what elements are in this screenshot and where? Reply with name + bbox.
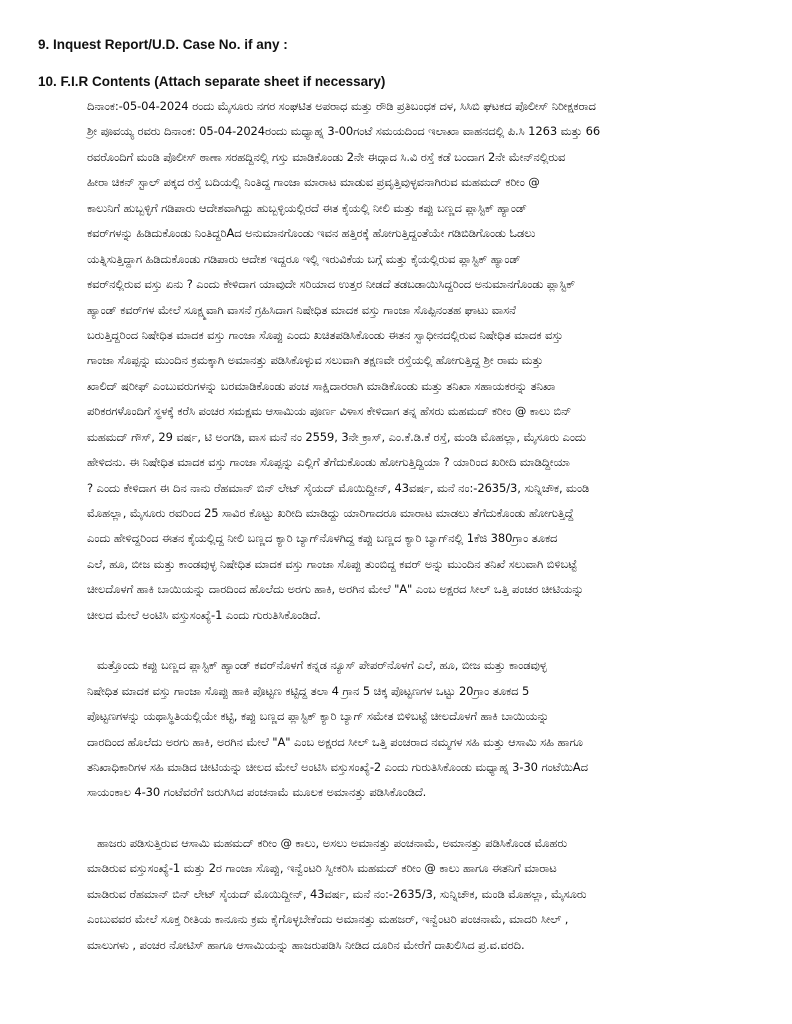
- text-line: ಹ್ಯಾಂಡ್ ಕವರ್‌ಗಳ ಮೇಲೆ ಸೂಕ್ಷ್ಮವಾಗಿ ವಾಸನೆ ಗ್ರಹಿಸಿದಾಗ ನಿಷೇಧಿತ ಮಾದಕ ವಸ್ತು ಗಾಂಜಾ ಸೊಪ್ಪಿನಂತಹ ಘಾಟು ವಾಸನೆ: [87, 302, 516, 317]
- text-line: ನಿಷೇಧಿತ ಮಾದಕ ವಸ್ತು ಗಾಂಜಾ ಸೊಪ್ಪು ಹಾಕಿ ಪೊಟ್ಟಣ ಕಟ್ಟಿದ್ದ ತಲಾ 4 ಗ್ರಾನ 5 ಚಿಕ್ಕ ಪೊಟ್ಟಣಗಳ ಒಟ್ಟು 20ಗ್ರಾಂ ತೂಕದ 5: [87, 683, 530, 698]
- text-line: ಚೀಲದ ಮೇಲೆ ಅಂಟಿಸಿ ವಸ್ತುಸಂಖ್ಯೆ-1 ಎಂದು ಗುರುತಿಸಿಕೊಂಡಿದೆ.: [87, 607, 321, 622]
- text-line: ಖಾಲಿದ್ ಷರೀಫ್ ಎಂಬುವರುಗಳನ್ನು ಬರಮಾಡಿಕೊಂಡು ಪಂಚ ಸಾಕ್ಷಿದಾರರಾಗಿ ಮಾಡಿಕೊಂಡು ಮತ್ತು ತನಿಖಾ ಸಹಾಯಕರನ್ನು ತನಿಖಾ: [87, 378, 556, 393]
- text-line: ಎಂಬುವವರ ಮೇಲೆ ಸೂಕ್ತ ರೀತಿಯ ಕಾನೂನು ಕ್ರಮ ಕೈಗೊಳ್ಳಬೇಕೆಂದು ಅಮಾನತ್ತು ಮಹಜರ್, ಇನ್ವೆಂಟರಿ ಪಂಚನಾಮೆ, ಮಾದರಿ ಸೀಲ್ ,: [87, 912, 569, 927]
- text-line: ಕವರ್‌ಗಳನ್ನು ಹಿಡಿದುಕೊಂಡು ನಿಂತಿದ್ದರಿAದ ಅನುಮಾನಗೊಂಡು ಇವನ ಹತ್ತಿರಕ್ಕೆ ಹೋಗುತ್ತಿದ್ದಂತೆಯೇ ಗಡಿಬಿಡಿಗೊಂಡು ಓಡಲು: [87, 226, 536, 241]
- text-line: ದಿನಾಂಕ:-05-04-2024 ರಂದು ಮೈಸೂರು ನಗರ ಸಂಘಟಿತ ಅಪರಾಧ ಮತ್ತು ರೌಡಿ ಪ್ರತಿಬಂಧಕ ದಳ, ಸಿಸಿಬಿ ಘಟಕದ ಪೊಲೀಸ್ ನಿರೀಕ್ಷಕರಾದ: [87, 99, 596, 113]
- text-line: ಚೀಲದೊಳಗೆ ಹಾಕಿ ಬಾಯಿಯನ್ನು ದಾರದಿಂದ ಹೊಲೆದು ಅರಗು ಹಾಕಿ, ಅರಗಿನ ಮೇಲೆ "A" ಎಂಬ ಅಕ್ಷರದ ಸೀಲ್ ಒತ್ತಿ ಪಂಚರ ಚೀಟಿಯನ್ನು: [87, 582, 584, 597]
- fir-paragraph: [87, 653, 767, 806]
- text-line: ಯತ್ನಿಸುತ್ತಿದ್ದಾಗ ಹಿಡಿದುಕೊಂಡು ಗಡಿಪಾರು ಆದೇಶ ಇದ್ದರೂ ಇಲ್ಲಿ ಇರುವಿಕೆಯ ಬಗ್ಗೆ ಮತ್ತು ಕೈಯಲ್ಲಿರುವ ಪ್ಲಾಸ್ಟಿಕ್ ಹ್ಯಾಂಡ್: [87, 251, 521, 266]
- text-line: ಹಾಜರು ಪಡಿಸುತ್ತಿರುವ ಆಸಾಮಿ ಮಹಮದ್ ಕರೀಂ @ ಕಾಲು, ಅಸಲು ಅಮಾನತ್ತು ಪಂಚನಾಮೆ, ಅಮಾನತ್ತು ಪಡಿಸಿಕೊಂಡ ಮೊಹರು: [97, 835, 568, 850]
- text-line: ಕವರ್‌ನಲ್ಲಿರುವ ವಸ್ತು ಏನು ? ಎಂದು ಕೇಳಿದಾಗ ಯಾವುದೇ ಸರಿಯಾದ ಉತ್ತರ ನೀಡದೆ ತಡಬಡಾಯಿಸಿದ್ದರಿಂದ ಅನುಮಾನಗೊಂಡು ಪ್ಲಾಸ್ಟಿಕ್: [87, 277, 576, 292]
- text-line: ಮಾಡಿರುವ ವಸ್ತುಸಂಖ್ಯೆ-1 ಮತ್ತು 2ರ ಗಾಂಜಾ ಸೊಪ್ಪು, ಇನ್ವೆಂಟರಿ ಸ್ವೀಕರಿಸಿ ಮಹಮದ್ ಕರೀಂ @ ಕಾಲು ಹಾಗೂ ಈತನಿಗೆ ಮಾರಾಟ: [87, 861, 557, 876]
- text-line: ಸಾಯಂಕಾಲ 4-30 ಗಂಟೆವರೆಗೆ ಜರುಗಿಸಿದ ಪಂಚನಾಮೆ ಮೂಲಕ ಅಮಾನತ್ತು ಪಡಿಸಿಕೊಂಡಿದೆ.: [87, 785, 427, 800]
- text-line: ಮಾಡಿರುವ ರೆಹಮಾನ್ ಬಿನ್ ಲೇಟ್ ಸೈಯದ್ ಮೊಯಿದ್ದೀನ್, 43ವರ್ಷ, ಮನೆ ನಂ:-2635/3, ಸುನ್ನಿಚೌಕ, ಮಂಡಿ ಮೊಹಲ್ಲಾ, ಮೈಸೂರು: [87, 886, 587, 901]
- text-line: ಹೇಳಿದನು. ಈ ನಿಷೇಧಿತ ಮಾದಕ ವಸ್ತು ಗಾಂಜಾ ಸೊಪ್ಪನ್ನು ಎಲ್ಲಿಗೆ ತೆಗೆದುಕೊಂಡು ಹೋಗುತ್ತಿದ್ದಿಯಾ ? ಯಾರಿಂದ ಖರೀದಿ ಮಾಡಿದ್ದೀಯಾ: [87, 455, 570, 470]
- fir-contents-body: [87, 94, 767, 983]
- text-line: ಪೊಟ್ಟಣಗಳನ್ನು ಯಥಾಸ್ಥಿತಿಯಲ್ಲಿಯೇ ಕಟ್ಟಿ, ಕಪ್ಪು ಬಣ್ಣದ ಪ್ಲಾಸ್ಟಿಕ್ ಕ್ಯಾರಿ ಬ್ಯಾಗ್ ಸಮೇತ ಬಿಳಿಬಟ್ಟೆ ಚೀಲದೊಳಗೆ ಹಾಕಿ ಬಾಯಿಯನ್ನು: [87, 709, 550, 724]
- text-line: ತನಿಖಾಧಿಕಾರಿಗಳ ಸಹಿ ಮಾಡಿದ ಚೀಟಿಯನ್ನು ಚೀಲದ ಮೇಲೆ ಅಂಟಿಸಿ ವಸ್ತುಸಂಖ್ಯೆ-2 ಎಂದು ಗುರುತಿಸಿಕೊಂಡು ಮಧ್ಯಾಹ್ನ 3-30 ಗಂಟೆಯಿAದ: [87, 759, 588, 774]
- text-line: ರವರೊಂದಿಗೆ ಮಂಡಿ ಪೊಲೀಸ್ ಠಾಣಾ ಸರಹದ್ದಿನಲ್ಲಿ ಗಸ್ತು ಮಾಡಿಕೊಂಡು 2ನೇ ಈದ್ಗಾದ ಸಿ.ವಿ ರಸ್ತೆ ಕಡೆ ಬಂದಾಗ 2ನೇ ಮೇನ್‌ನಲ್ಲಿರುವ: [87, 149, 566, 164]
- text-line: ಮೊಹಲ್ಲಾ, ಮೈಸೂರು ರವರಿಂದ 25 ಸಾವಿರ ಕೊಟ್ಟು ಖರೀದಿ ಮಾಡಿದ್ದು ಯಾರಿಗಾದರೂ ಮಾರಾಟ ಮಾಡಲು ತೆಗೆದುಕೊಂಡು ಹೋಗುತ್ತಿದ್ದೆ: [87, 506, 574, 520]
- fir-paragraph: [87, 831, 767, 958]
- text-line: ಕಾಲುನಿಗೆ ಹುಬ್ಬಳ್ಳಿಗೆ ಗಡಿಪಾರು ಆದೇಶವಾಗಿದ್ದು ಹುಬ್ಬಳ್ಳಿಯಲ್ಲಿರದೆ ಈತ ಕೈಯಲ್ಲಿ ನೀಲಿ ಮತ್ತು ಕಪ್ಪು ಬಣ್ಣದ ಪ್ಲಾಸ್ಟಿಕ್ ಹ್ಯಾಂಡ್: [87, 200, 527, 215]
- fir-paragraph: [87, 94, 767, 628]
- text-line: ಹೀರಾ ಚಿಕನ್ ಸ್ಟಾಲ್ ಪಕ್ಕದ ರಸ್ತೆ ಬದಿಯಲ್ಲಿ ನಿಂತಿದ್ದ ಗಾಂಜಾ ಮಾರಾಟ ಮಾಡುವ ಪ್ರವೃತ್ತಿವುಳ್ಳವನಾಗಿರುವ ಮಹಮದ್ ಕರೀಂ @: [87, 175, 540, 190]
- text-line: ಎಂದು ಹೇಳಿದ್ದರಿಂದ ಈತನ ಕೈಯಲ್ಲಿದ್ದ ನೀಲಿ ಬಣ್ಣದ ಕ್ಯಾರಿ ಬ್ಯಾಗ್‌ನೊಳಗಿದ್ದ ಕಪ್ಪು ಬಣ್ಣದ ಕ್ಯಾರಿ ಬ್ಯಾಗ್‌ನಲ್ಲಿ 1ಕೆಜಿ 380ಗ್ರಾಂ ತೂಕದ: [87, 531, 558, 546]
- text-line: ಎಲೆ, ಹೂ, ಬೀಜ ಮತ್ತು ಕಾಂಡವುಳ್ಳ ನಿಷೇಧಿತ ಮಾದಕ ವಸ್ತು ಗಾಂಜಾ ಸೊಪ್ಪು ತುಂಬಿದ್ದ ಕವರ್ ಅನ್ನು ಮುಂದಿನ ತನಿಖೆ ಸಲುವಾಗಿ ಬಿಳಿಬಟ್ಟೆ: [87, 556, 577, 571]
- fir-contents-heading: 10. F.I.R Contents (Attach separate sheet if necessary): [38, 74, 386, 89]
- text-line: ಶ್ರೀ ಪೂವಯ್ಯ ರವರು ದಿನಾಂಕ: 05-04-2024ರಂದು ಮಧ್ಯಾಹ್ನ 3-00ಗಂಟೆ ಸಮಯದಿಂದ ಇಲಾಖಾ ವಾಹನದಲ್ಲಿ ಪಿ.ಸಿ 1263 ಮತ್ತು 66: [87, 124, 601, 139]
- text-line: ? ಎಂದು ಕೇಳಿದಾಗ ಈ ದಿನ ನಾನು ರೆಹಮಾನ್ ಬಿನ್ ಲೇಟ್ ಸೈಯದ್ ಮೊಯಿದ್ದೀನ್, 43ವರ್ಷ, ಮನೆ ನಂ:-2635/3, ಸುನ್ನಿಚೌಕ, ಮಂಡಿ: [87, 480, 590, 495]
- text-line: ಮಾಲುಗಳು , ಪಂಚರ ನೋಟಿಸ್ ಹಾಗೂ ಆಸಾಮಿಯನ್ನು ಹಾಜರುಪಡಿಸಿ ನೀಡಿದ ದೂರಿನ ಮೇರೆಗೆ ದಾಖಲಿಸಿದ ಪ್ರ.ವ.ವರದಿ.: [87, 937, 525, 952]
- text-line: ಪರಿಕರಗಳೊಂದಿಗೆ ಸ್ಥಳಕ್ಕೆ ಕರೆಸಿ ಪಂಚರ ಸಮಕ್ಷಮ ಆಸಾಮಿಯ ಪೂರ್ಣ ವಿಳಾಸ ಕೇಳಿದಾಗ ತನ್ನ ಹೆಸರು ಮಹಮದ್ ಕರೀಂ @ ಕಾಲು ಬಿನ್: [87, 404, 572, 419]
- text-line: ಮಹಮದ್ ಗೌಸ್, 29 ವರ್ಷ, ಟಿ ಅಂಗಡಿ, ವಾಸ ಮನೆ ನಂ 2559, 3ನೇ ಕ್ರಾಸ್, ಎಂ.ಕೆ.ಡಿ.ಕೆ ರಸ್ತೆ, ಮಂಡಿ ಮೊಹಲ್ಲಾ, ಮೈಸೂರು ಎಂದು: [87, 429, 586, 444]
- text-line: ಮತ್ತೊಂದು ಕಪ್ಪು ಬಣ್ಣದ ಪ್ಲಾಸ್ಟಿಕ್ ಹ್ಯಾಂಡ್ ಕವರ್‌ನೊಳಗೆ ಕನ್ನಡ ನ್ಯೂಸ್ ಪೇಪರ್‌ನೊಳಗೆ ಎಲೆ, ಹೂ, ಬೀಜ ಮತ್ತು ಕಾಂಡವುಳ್ಳ: [97, 658, 547, 673]
- text-line: ದಾರದಿಂದ ಹೊಲೆದು ಅರಗು ಹಾಕಿ, ಅರಗಿನ ಮೇಲೆ "A" ಎಂಬ ಅಕ್ಷರದ ಸೀಲ್ ಒತ್ತಿ ಪಂಚರಾದ ನಮ್ಮಗಳ ಸಹಿ ಮತ್ತು ಆಸಾಮಿ ಸಹಿ ಹಾಗೂ: [87, 734, 583, 749]
- inquest-report-heading: 9. Inquest Report/U.D. Case No. if any :: [38, 37, 288, 52]
- text-line: ಗಾಂಜಾ ಸೊಪ್ಪನ್ನು ಮುಂದಿನ ಕ್ರಮಕ್ಕಾಗಿ ಅಮಾನತ್ತು ಪಡಿಸಿಕೊಳ್ಳುವ ಸಲುವಾಗಿ ತಕ್ಷಣವೇ ರಸ್ತೆಯಲ್ಲಿ ಹೋಗುತ್ತಿದ್ದ ಶ್ರೀ ರಾಮ ಮತ್ತು: [87, 353, 544, 368]
- text-line: ಬರುತ್ತಿದ್ದರಿಂದ ನಿಷೇಧಿತ ಮಾದಕ ವಸ್ತು ಗಾಂಜಾ ಸೊಪ್ಪು ಎಂದು ಖಚಿತಪಡಿಸಿಕೊಂಡು ಈತನ ಸ್ವಾಧೀನದಲ್ಲಿರುವ ನಿಷೇಧಿತ ಮಾದಕ ವಸ್ತು: [87, 327, 563, 342]
